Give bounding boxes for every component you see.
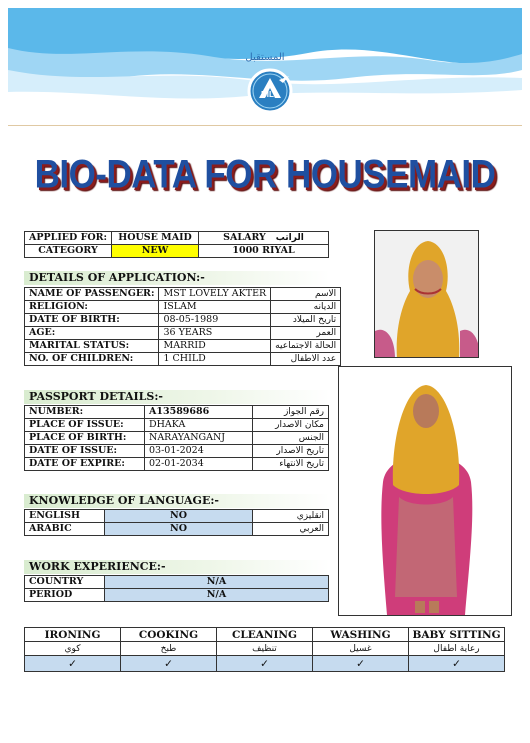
logo-arabic-text: المستقبل <box>245 52 285 63</box>
skill-name-arabic: تنظيف <box>217 642 313 656</box>
salary-label-ar: الراتب <box>275 233 304 243</box>
experience-value: N/A <box>105 589 329 602</box>
experience-table <box>24 575 329 602</box>
details-table <box>24 287 341 366</box>
logo-text: BIL <box>261 90 274 99</box>
passport-row <box>25 432 329 445</box>
passport-label: DATE OF EXPIRE: <box>25 458 145 471</box>
language-label: ENGLISH <box>25 510 105 523</box>
details-label-arabic: عدد الاطفال <box>271 353 341 366</box>
details-row <box>25 288 341 301</box>
skill-name: CLEANING <box>217 628 313 642</box>
details-label: NAME OF PASSENGER: <box>25 288 159 301</box>
details-row <box>25 314 341 327</box>
passport-value: A13589686 <box>145 406 253 419</box>
details-row <box>25 301 341 314</box>
passport-value: DHAKA <box>145 419 253 432</box>
details-value: 08-05-1989 <box>159 314 271 327</box>
passport-value: NARAYANGANJ <box>145 432 253 445</box>
language-label-arabic: انقليزي <box>253 510 329 523</box>
category-value: NEW <box>112 245 199 258</box>
skill-check-icon: ✓ <box>25 656 121 672</box>
category-label: CATEGORY <box>25 245 112 258</box>
skill-name-arabic: غسيل <box>313 642 409 656</box>
language-label-arabic: العربي <box>253 523 329 536</box>
passport-value: 02-01-2034 <box>145 458 253 471</box>
passport-value: 03-01-2024 <box>145 445 253 458</box>
page-title: BIO-DATA FOR HOUSEMAID <box>34 152 496 197</box>
experience-heading: WORK EXPERIENCE:- <box>24 560 330 574</box>
skill-check-icon: ✓ <box>313 656 409 672</box>
passport-row <box>25 458 329 471</box>
skill-check-icon: ✓ <box>121 656 217 672</box>
passport-table <box>24 405 329 471</box>
language-label: ARABIC <box>25 523 105 536</box>
passport-heading: PASSPORT DETAILS:- <box>24 390 330 404</box>
details-label: NO. OF CHILDREN: <box>25 353 159 366</box>
skill-name: IRONING <box>25 628 121 642</box>
skill-name: BABY SITTING <box>409 628 505 642</box>
details-value: 36 YEARS <box>159 327 271 340</box>
passport-label-arabic: الجنس <box>253 432 329 445</box>
passport-row <box>25 419 329 432</box>
details-label: MARITAL STATUS: <box>25 340 159 353</box>
details-value: 1 CHILD <box>159 353 271 366</box>
passport-label: PLACE OF BIRTH: <box>25 432 145 445</box>
language-value: NO <box>105 510 253 523</box>
language-value: NO <box>105 523 253 536</box>
language-row <box>25 510 329 523</box>
details-label-arabic: العمر <box>271 327 341 340</box>
full-body-photo <box>338 366 512 616</box>
details-label: AGE: <box>25 327 159 340</box>
skill-name-arabic: كوي <box>25 642 121 656</box>
skill-name: WASHING <box>313 628 409 642</box>
experience-value: N/A <box>105 576 329 589</box>
header-banner <box>8 8 522 126</box>
passport-label-arabic: تاريخ الاصدار <box>253 445 329 458</box>
experience-row <box>25 589 329 602</box>
salary-label <box>199 232 329 245</box>
details-label-arabic: الديانه <box>271 301 341 314</box>
details-row <box>25 327 341 340</box>
passport-label-arabic: رقم الجواز <box>253 406 329 419</box>
details-row <box>25 353 341 366</box>
experience-label: COUNTRY <box>25 576 105 589</box>
salary-label-en: SALARY <box>223 232 266 243</box>
skill-name-arabic: رعاية اطفال <box>409 642 505 656</box>
details-label-arabic: الاسم <box>271 288 341 301</box>
portrait-photo <box>374 230 479 358</box>
skill-name-arabic: طبخ <box>121 642 217 656</box>
skill-check-icon: ✓ <box>409 656 505 672</box>
details-heading: DETAILS OF APPLICATION:- <box>24 271 330 285</box>
language-table <box>24 509 329 536</box>
details-value: MARRID <box>159 340 271 353</box>
applied-for-value: HOUSE MAID <box>112 232 199 245</box>
details-row <box>25 340 341 353</box>
passport-label: DATE OF ISSUE: <box>25 445 145 458</box>
skill-name: COOKING <box>121 628 217 642</box>
passport-label: NUMBER: <box>25 406 145 419</box>
details-value: ISLAM <box>159 301 271 314</box>
skill-check-icon: ✓ <box>217 656 313 672</box>
details-label: DATE OF BIRTH: <box>25 314 159 327</box>
experience-label: PERIOD <box>25 589 105 602</box>
details-value: MST LOVELY AKTER <box>159 288 271 301</box>
skills-table <box>24 627 505 672</box>
salary-value: 1000 RIYAL <box>199 245 329 258</box>
passport-row <box>25 406 329 419</box>
language-row <box>25 523 329 536</box>
application-summary-table <box>24 231 329 258</box>
passport-label: PLACE OF ISSUE: <box>25 419 145 432</box>
language-heading: KNOWLEDGE OF LANGUAGE:- <box>24 494 330 508</box>
passport-label-arabic: مكان الاصدار <box>253 419 329 432</box>
experience-row <box>25 576 329 589</box>
details-label-arabic: الحالة الاجتماعيه <box>271 340 341 353</box>
details-label: RELIGION: <box>25 301 159 314</box>
applied-for-label: APPLIED FOR: <box>25 232 112 245</box>
passport-row <box>25 445 329 458</box>
details-label-arabic: تاريخ الميلاد <box>271 314 341 327</box>
passport-label-arabic: تاريخ الانتهاء <box>253 458 329 471</box>
